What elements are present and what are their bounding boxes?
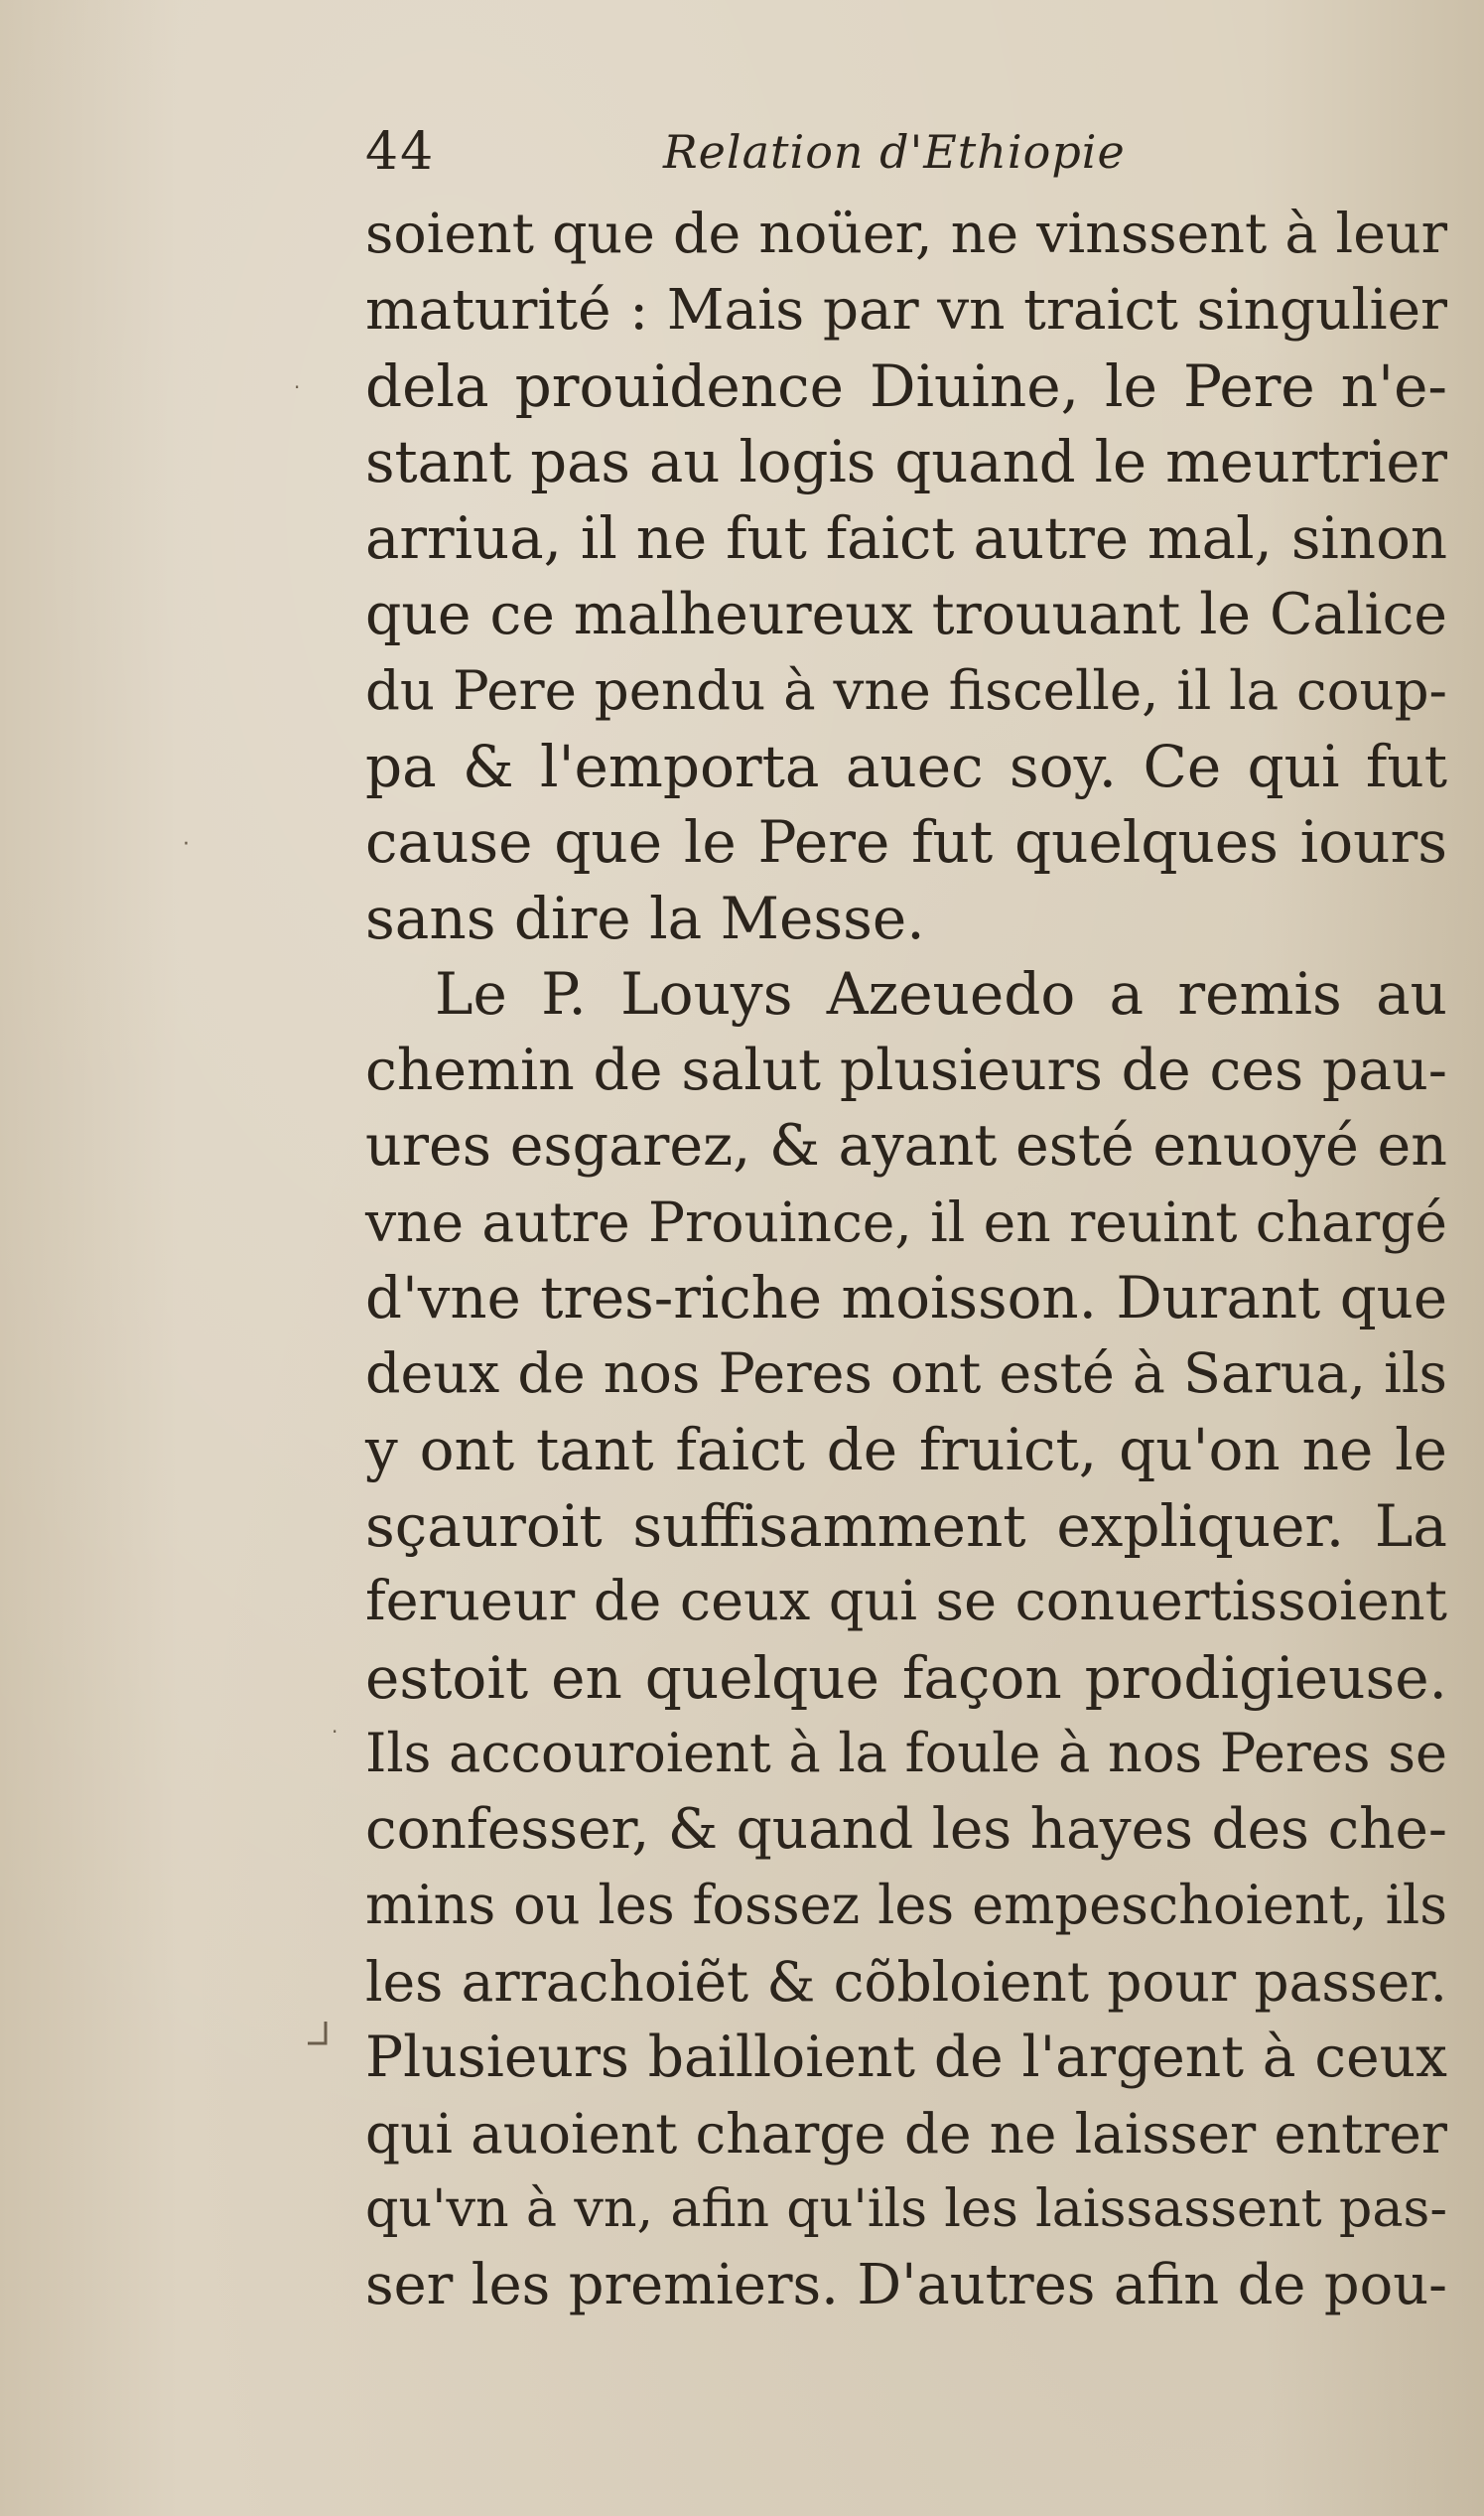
text-line: vne autre Prouince, il en reuint chargé (365, 1189, 1447, 1254)
text-line: les arrachoiẽt & cõbloient pour passer. (365, 1949, 1447, 2014)
margin-speck: · (183, 832, 190, 857)
running-title: Relation d'Ethiopie (663, 125, 1126, 179)
text-line: que ce malheureux trouuant le Calice (365, 581, 1447, 647)
margin-speck: · (294, 375, 301, 399)
text-line: ferueur de ceux qui se conuertissoient (365, 1569, 1447, 1633)
text-line: estoit en quelque façon prodigieuse. (365, 1643, 1447, 1712)
text-line: pa & l'emporta auec soy. Ce qui fut (365, 732, 1447, 800)
text-line: Plusieurs bailloient de l'argent à ceux (365, 2025, 1447, 2090)
paragraph-start-line: Le P. Louys Azeuedo a remis au (435, 960, 1447, 1028)
running-head (365, 117, 1259, 187)
text-line: dela prouidence Diuine, le Pere n'e- (365, 352, 1447, 420)
text-line: qu'vn à vn, afin qu'ils les laissassent pas- (365, 2178, 1447, 2239)
text-line: arriua, il ne fut faict autre mal, sinon (365, 504, 1447, 572)
text-line: sans dire la Messe. (365, 884, 925, 952)
text-line: confesser, & quand les hayes des che- (365, 1796, 1447, 1862)
text-line: Ils accouroient à la foule à nos Peres se (365, 1722, 1447, 1784)
text-line: du Pere pendu à vne fiscelle, il la coup- (365, 658, 1447, 722)
text-line: chemin de salut plusieurs de ces pau- (365, 1037, 1447, 1103)
text-line: deux de nos Peres ont esté à Sarua, ils (365, 1341, 1447, 1406)
text-line: sçauroit suffisamment expliquer. La (365, 1491, 1447, 1560)
text-line: y ont tant faict de fruict, qu'on ne le (365, 1416, 1447, 1483)
text-line: cause que le Pere fut quelques iours (365, 808, 1447, 876)
text-line: d'vne tres-riche moisson. Durant que (365, 1264, 1447, 1331)
text-line: mins ou les fossez les empeschoient, ils (365, 1874, 1447, 1936)
text-line: ser les premiers. D'autres afin de pou- (365, 2252, 1447, 2317)
text-line: stant pas au logis quand le meurtrier (365, 428, 1447, 495)
text-line: ures esgarez, & ayant esté enuoyé en (365, 1113, 1447, 1179)
text-line: soient que de noüer, ne vinssent à leur (365, 203, 1447, 266)
text-line: maturité : Mais par vn traict singulier (365, 277, 1447, 343)
text-line: qui auoient charge de ne laisser entrer (365, 2101, 1447, 2166)
page-number: 44 (365, 122, 436, 182)
body-text (365, 197, 1447, 2323)
margin-speck: · (332, 1720, 338, 1744)
bottom-left-tick-mark (298, 2016, 337, 2055)
